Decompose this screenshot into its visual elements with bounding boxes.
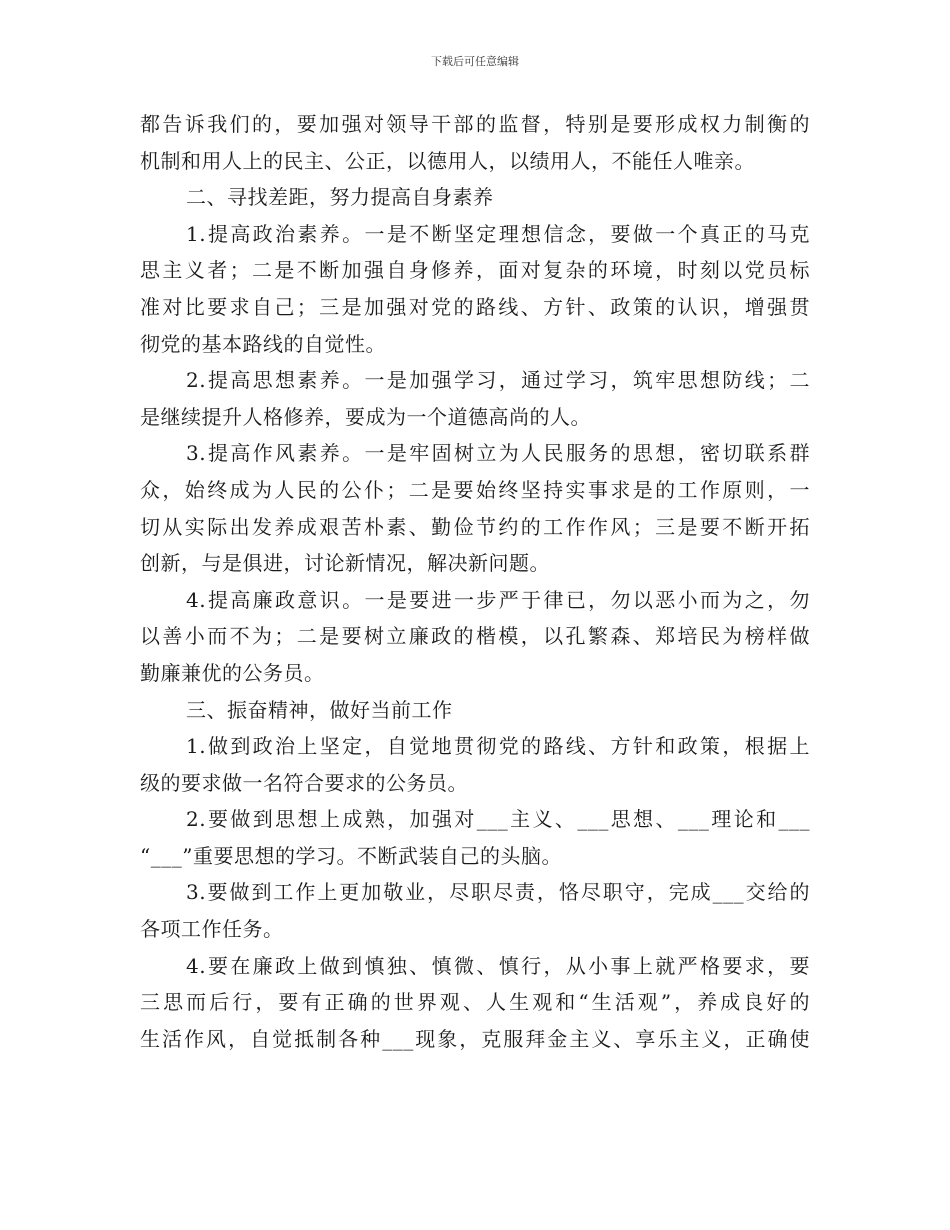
text-line: 4.要在廉政上做到慎独、慎微、慎行，从小事上就严格要求，要 xyxy=(186,953,810,978)
text-line: 以善小而不为；二是要树立廉政的楷模，以孔繁森、郑培民为榜样做 xyxy=(140,624,810,649)
text-line: 三、振奋精神，做好当前工作 xyxy=(186,697,453,722)
text-line: 1.提高政治素养。一是不断坚定理想信念，要做一个真正的马克 xyxy=(186,221,810,246)
text-line: 3.提高作风素养。一是牢固树立为人民服务的思想，密切联系群 xyxy=(186,441,810,466)
text-line: 都告诉我们的，要加强对领导干部的监督，特别是要形成权力制衡的 xyxy=(140,112,810,136)
text-line: 4.提高廉政意识。一是要进一步严于律已，勿以恶小而为之，勿 xyxy=(186,587,810,612)
text-line: 是继续提升人格修养，要成为一个道德高尚的人。 xyxy=(140,404,591,429)
text-line: “___”重要思想的学习。不断武装自己的头脑。 xyxy=(140,843,562,868)
page-header: 下载后可任意编辑 xyxy=(431,55,519,68)
text-line: 各项工作任务。 xyxy=(140,917,284,942)
text-line: 3.要做到工作上更加敬业，尽职尽责，恪尽职守，完成___交给的 xyxy=(186,880,810,905)
text-line: 2.要做到思想上成熟，加强对___主义、___思想、___理论和___ xyxy=(186,807,810,832)
text-line: 思主义者；二是不断加强自身修养，面对复杂的环境，时刻以党员标 xyxy=(140,258,810,283)
text-line: 2.提高思想素养。一是加强学习，通过学习，筑牢思想防线；二 xyxy=(186,368,810,393)
document-body xyxy=(140,106,810,1057)
text-line: 准对比要求自己；三是加强对党的路线、方针、政策的认识，增强贯 xyxy=(140,294,810,319)
text-line: 切从实际出发养成艰苦朴素、勤俭节约的工作作风；三是要不断开拓 xyxy=(140,514,810,539)
text-line: 生活作风，自觉抵制各种___现象，克服拜金主义、享乐主义，正确使 xyxy=(140,1026,810,1051)
text-line: 创新，与是俱进，讨论新情况，解决新问题。 xyxy=(140,551,550,576)
text-line: 众，始终成为人民的公仆；二是要始终坚持实事求是的工作原则，一 xyxy=(140,477,810,502)
text-line: 彻党的基本路线的自觉性。 xyxy=(140,331,386,356)
text-line: 二、寻找差距，努力提高自身素养 xyxy=(186,185,494,210)
text-line: 1.做到政治上坚定，自觉地贯彻党的路线、方针和政策，根据上 xyxy=(186,734,810,759)
text-line: 三思而后行，要有正确的世界观、人生观和“生活观”，养成良好的 xyxy=(140,990,810,1015)
text-line: 勤廉兼优的公务员。 xyxy=(140,660,325,685)
text-line: 级的要求做一名符合要求的公务员。 xyxy=(140,770,468,795)
text-line: 机制和用人上的民主、公正，以德用人，以绩用人，不能任人唯亲。 xyxy=(140,148,755,173)
